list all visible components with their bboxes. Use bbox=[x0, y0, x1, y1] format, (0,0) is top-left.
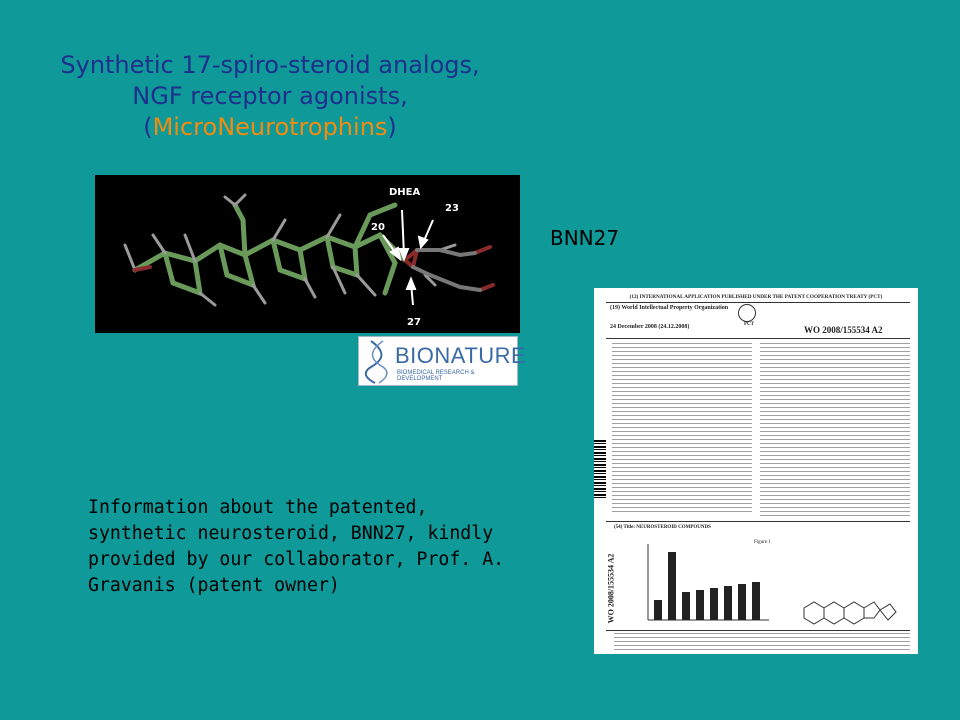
patent-rule-abstract bbox=[606, 630, 910, 631]
patent-rule-mid bbox=[606, 338, 910, 339]
dna-helix-icon bbox=[363, 339, 393, 385]
patent-section-title: (54) Title: NEUROSTEROID COMPOUNDS bbox=[614, 525, 711, 530]
compound-label: BNN27 bbox=[550, 226, 620, 250]
molecule-3d-image bbox=[95, 175, 520, 333]
info-line-3: provided by our collaborator, Prof. A. bbox=[88, 549, 505, 570]
info-line-4: Gravanis (patent owner) bbox=[88, 575, 340, 596]
label-carbon-20: 20 bbox=[371, 222, 385, 233]
title-line-1: Synthetic 17-spiro-steroid analogs, bbox=[60, 51, 480, 79]
patent-pct: PCT bbox=[744, 322, 754, 327]
patent-header: (12) INTERNATIONAL APPLICATION PUBLISHED UNDER THE PATENT COOPERATION TREATY (PCT) bbox=[629, 294, 883, 300]
patent-structure-drawing bbox=[794, 568, 904, 628]
patent-document-image bbox=[594, 288, 918, 654]
info-line-1: Information about the patented, bbox=[88, 497, 428, 518]
bionature-name: BIONATURE bbox=[395, 343, 527, 368]
patent-barcode bbox=[594, 440, 606, 500]
label-carbon-27: 27 bbox=[407, 317, 421, 328]
patent-rule-top bbox=[606, 302, 910, 303]
steroid-model-drawing bbox=[95, 175, 520, 333]
patent-right-column-text bbox=[760, 343, 910, 519]
label-carbon-23: 23 bbox=[445, 203, 459, 214]
patent-figure-label: Figure 1 bbox=[754, 540, 771, 545]
patent-rule-bottom bbox=[606, 521, 910, 522]
patent-bar-chart-figure bbox=[634, 540, 774, 630]
patent-abstract-text bbox=[614, 633, 910, 653]
info-line-2: synthetic neurosteroid, BNN27, kindly bbox=[88, 523, 494, 544]
microneurotrophins-highlight: MicroNeurotrophins bbox=[152, 113, 388, 141]
bionature-tagline: BIOMEDICAL RESEARCH & DEVELOPMENT bbox=[397, 370, 475, 382]
patent-pub-number: WO 2008/155534 A2 bbox=[804, 325, 883, 335]
patent-organization: (19) World Intellectual Property Organization bbox=[610, 305, 729, 311]
title-line-3: (MicroNeurotrophins) bbox=[143, 113, 397, 141]
patent-side-number: WO 2008/155534 A2 bbox=[606, 553, 616, 624]
patent-pub-date: 24 December 2008 (24.12.2008) bbox=[610, 324, 690, 330]
title-line-2: NGF receptor agonists, bbox=[132, 82, 408, 110]
slide-title bbox=[40, 50, 500, 143]
info-paragraph bbox=[88, 495, 558, 599]
bionature-logo bbox=[358, 336, 527, 386]
wipo-seal-icon bbox=[738, 304, 756, 322]
patent-left-column-text bbox=[612, 343, 752, 515]
label-dhea: DHEA bbox=[389, 187, 421, 198]
